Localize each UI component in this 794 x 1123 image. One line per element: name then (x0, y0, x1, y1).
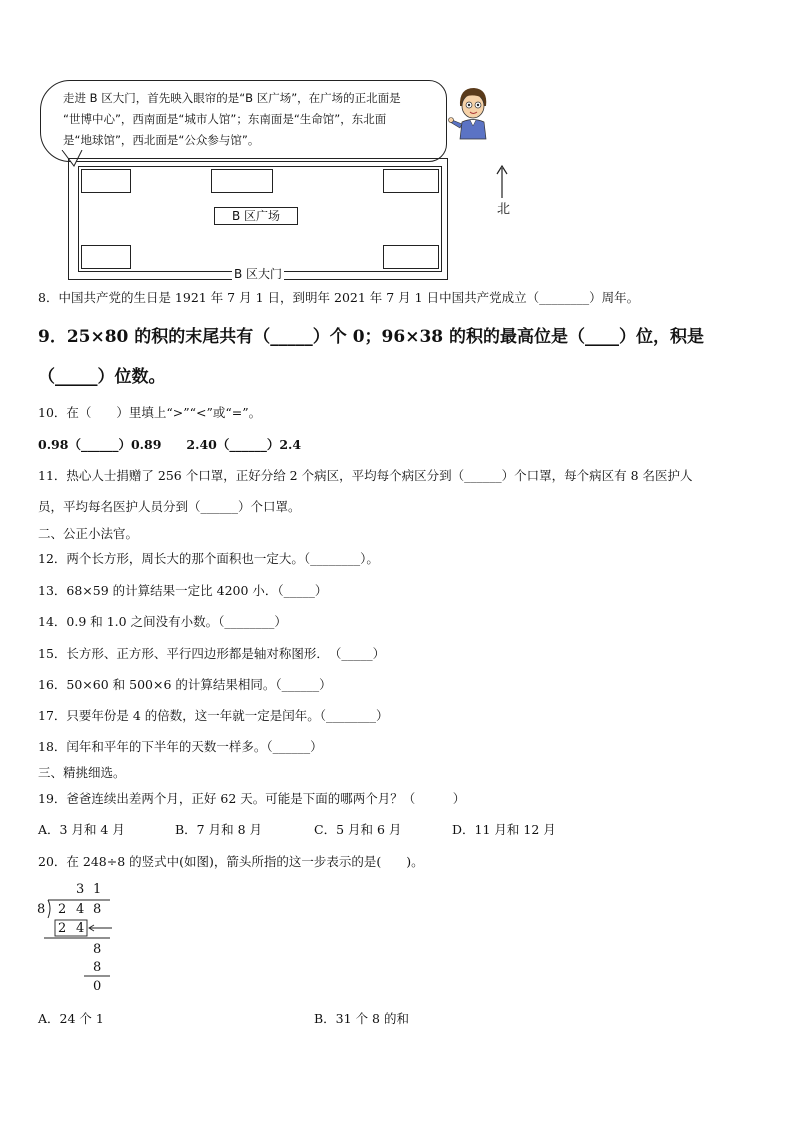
step-digit: 4 (76, 921, 85, 936)
north-arrow-icon (495, 164, 509, 200)
map-pavilion-northwest (81, 169, 131, 193)
section-3-title: 三、精挑细选。 (38, 765, 126, 780)
question-15: 15．长方形、正方形、平行四边形都是轴对称图形． （_____） (38, 646, 386, 661)
question-8: 8．中国共产党的生日是 1921 年 7 月 1 日，到明年 2021 年 7 月 1 日中国共产党成立（________）周年。 (38, 290, 640, 305)
dividend-digit: 4 (76, 902, 85, 917)
question-17: 17．只要年份是 4 的倍数，这一年就一定是闰年。（________） (38, 708, 389, 723)
long-division-figure (30, 880, 130, 1000)
question-12: 12．两个长方形，周长大的那个面积也一定大。（________）。 (38, 551, 379, 566)
division-lines (30, 880, 130, 1000)
question-14: 14．0.9 和 1.0 之间没有小数。（________） (38, 614, 287, 629)
question-16: 16．50×60 和 500×6 的计算结果相同。（______） (38, 677, 332, 692)
map-pavilion-northeast (383, 169, 439, 193)
question-20-option-a: A．24 个 1 (38, 1011, 104, 1026)
question-20-option-b: B．31 个 8 的和 (314, 1011, 409, 1026)
bubble-line-2: “世博中心”，西南面是“城市人馆”；东南面是“生命馆”，东北面 (63, 112, 387, 126)
dividend-digit: 2 (58, 902, 67, 917)
speech-bubble (40, 80, 447, 162)
map-pavilion-north (211, 169, 273, 193)
quotient-digit: 3 (76, 882, 85, 897)
question-19-option-a: A．3 月和 4 月 (38, 822, 125, 837)
question-10: 10．在（ ）里填上“>”“<”或“=”。 (38, 405, 262, 420)
question-19-option-d: D．11 月和 12 月 (452, 822, 556, 837)
question-19-option-c: C．5 月和 6 月 (314, 822, 402, 837)
question-10-comparisons: 0.98（______）0.89 2.40（______）2.4 (38, 437, 302, 452)
question-20: 20．在 248÷8 的竖式中(如图)，箭头所指的这一步表示的是( )。 (38, 854, 424, 869)
divisor: 8 (37, 902, 46, 917)
question-11-line-2: 员，平均每名医护人员分到（______）个口罩。 (38, 499, 301, 514)
question-19: 19．爸爸连续出差两个月，正好 62 天。可能是下面的哪两个月？（ ） (38, 791, 466, 806)
map-pavilion-southeast (383, 245, 439, 269)
dividend-digit: 8 (93, 902, 102, 917)
step-digit: 8 (93, 942, 102, 957)
north-label: 北 (497, 202, 511, 217)
step-digit: 8 (93, 960, 102, 975)
step-digit: 2 (58, 921, 67, 936)
remainder: 0 (93, 979, 102, 994)
bubble-line-1: 走进 B 区大门，首先映入眼帘的是“B 区广场”，在广场的正北面是 (63, 91, 401, 105)
question-18: 18．闰年和平年的下半年的天数一样多。（______） (38, 739, 323, 754)
bubble-line-3: 是“地球馆”，西北面是“公众参与馆”。 (63, 133, 260, 147)
map-pavilion-southwest (81, 245, 131, 269)
quotient-digit: 1 (93, 882, 102, 897)
question-9-line-1: 9．25×80 的积的末尾共有（_____）个 0；96×38 的积的最高位是（____）位，积是 (38, 327, 705, 347)
teacher-illustration-icon (448, 84, 494, 140)
map-plaza-label: B 区广场 (214, 207, 298, 225)
question-9-line-2: （_____）位数。 (38, 367, 166, 387)
map-gate-label: B 区大门 (234, 267, 283, 281)
section-2-title: 二、公正小法官。 (38, 526, 139, 541)
question-13: 13．68×59 的计算结果一定比 4200 小．（_____） (38, 583, 328, 598)
question-19-option-b: B．7 月和 8 月 (175, 822, 263, 837)
question-11-line-1: 11．热心人士捐赠了 256 个口罩，正好分给 2 个病区，平均每个病区分到（______）个口罩，每个病区有 8 名医护人 (38, 468, 693, 483)
